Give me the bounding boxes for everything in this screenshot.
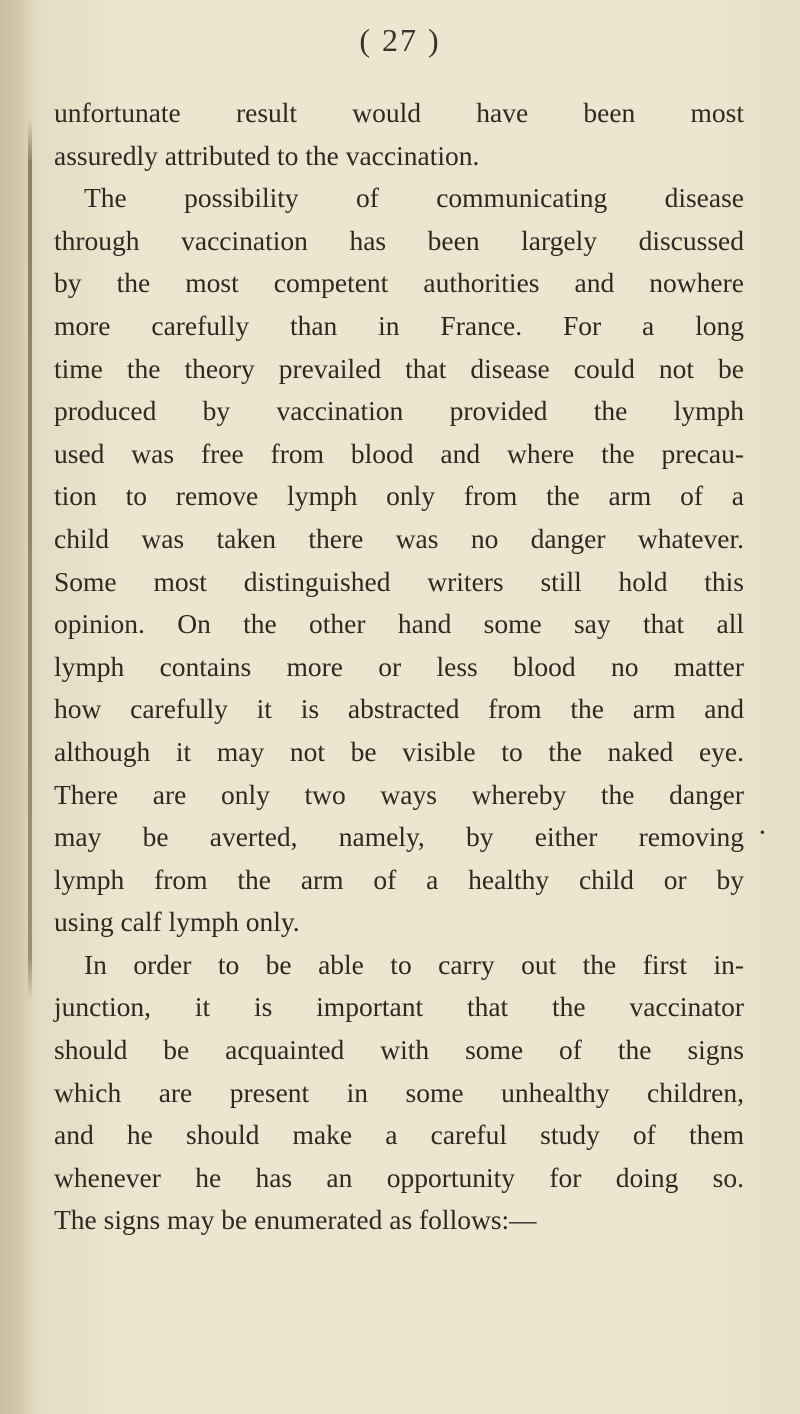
text-line: may be averted, namely, by either removing	[54, 821, 744, 853]
binding-edge	[28, 120, 32, 1000]
ink-fleck: •	[758, 826, 766, 840]
text-line: which are present in some unhealthy children,	[54, 1076, 744, 1108]
text-line: In order to be able to carry out the first in-	[84, 948, 744, 980]
text-line: tion to remove lymph only from the arm of a	[54, 480, 744, 512]
text-line: assuredly attributed to the vaccination.	[54, 139, 480, 171]
text-line: lymph contains more or less blood no matter	[54, 650, 744, 682]
text-line: The possibility of communicating disease	[84, 182, 744, 214]
text-line: produced by vaccination provided the lymph	[54, 395, 744, 427]
text-line: although it may not be visible to the naked eye.	[54, 735, 744, 767]
text-line: used was free from blood and where the precau-	[54, 437, 744, 469]
text-line: through vaccination has been largely discussed	[54, 224, 744, 256]
text-line: Some most distinguished writers still hold this	[54, 565, 744, 597]
text-line: how carefully it is abstracted from the arm and	[54, 693, 744, 725]
text-line: opinion. On the other hand some say that all	[54, 608, 744, 640]
text-line: There are only two ways whereby the danger	[54, 778, 744, 810]
text-line: lymph from the arm of a healthy child or by	[54, 863, 744, 895]
text-line: by the most competent authorities and nowhere	[54, 267, 744, 299]
text-line: The signs may be enumerated as follows:—	[54, 1204, 537, 1236]
body-text	[54, 92, 744, 1242]
text-line: unfortunate result would have been most	[54, 97, 744, 128]
text-line: more carefully than in France. For a long	[54, 309, 744, 341]
page-number: ( 27 )	[359, 22, 441, 58]
text-line: and he should make a careful study of them	[54, 1119, 744, 1151]
spine-shadow	[0, 0, 38, 1414]
text-line: junction, it is important that the vaccinator	[54, 991, 744, 1023]
text-line: using calf lymph only.	[54, 906, 300, 938]
text-line: child was taken there was no danger whatever.	[54, 522, 744, 554]
text-line: whenever he has an opportunity for doing so.	[54, 1161, 744, 1193]
text-line: time the theory prevailed that disease could not be	[54, 352, 744, 384]
text-line: should be acquainted with some of the signs	[54, 1034, 744, 1066]
